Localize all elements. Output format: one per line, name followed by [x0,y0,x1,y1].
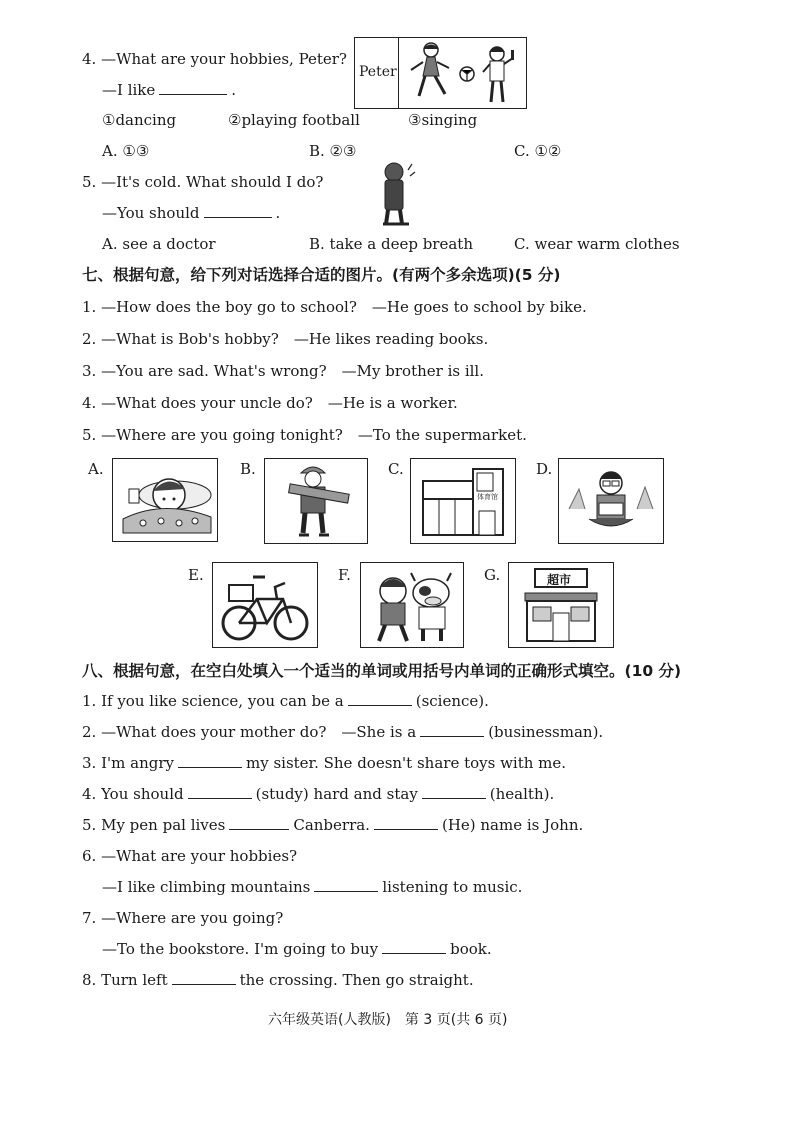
q7-item-3: 3. —You are sad. What's wrong? —My brother is ill. [82,362,484,380]
page-footer: 六年级英语(人教版) 第 3 页(共 6 页) [268,1012,508,1028]
q6-4-choice-c[interactable]: C. ①② [514,142,562,160]
answer-blank[interactable] [188,784,252,799]
q6-4-option-2: ②playing football [228,111,360,129]
picture-g[interactable] [508,562,614,648]
answer-blank[interactable] [420,722,484,737]
answer-blank[interactable] [229,815,289,830]
picture-label-b: B. [240,460,256,478]
q8-5: 5. My pen pal lives Canberra. (He) name is John. [82,816,584,834]
q8-2: 2. —What does your mother do? —She is a (businessman). [82,723,604,741]
q8-7-question: 7. —Where are you going? [82,909,284,927]
section-8-heading: 八、根据句意，在空白处填入一个适当的单词或用括号内单词的正确形式填空。(10 分) [82,662,682,680]
q6-5-choice-c[interactable]: C. wear warm clothes [514,235,680,253]
answer-blank[interactable] [374,815,438,830]
q8-1: 1. If you like science, you can be a (science). [82,692,489,710]
answer-blank[interactable] [178,753,242,768]
bike-icon [213,563,317,647]
q8-4: 4. You should (study) hard and stay (health). [82,785,555,803]
answer-blank[interactable] [159,80,227,95]
q6-4-option-3: ③singing [408,111,478,129]
peter-label: Peter [359,64,397,80]
q7-item-4: 4. —What does your uncle do? —He is a worker. [82,394,458,412]
boy-reading-icon [559,459,663,543]
peter-hobbies-picture [354,37,527,109]
picture-a[interactable] [112,458,218,542]
answer-blank[interactable] [348,691,412,706]
q7-item-5: 5. —Where are you going tonight? —To the supermarket. [82,426,527,444]
picture-label-e: E. [188,566,204,584]
q8-6-question: 6. —What are your hobbies? [82,847,298,865]
picture-label-a: A. [88,460,104,478]
q7-item-2: 2. —What is Bob's hobby? —He likes reading books. [82,330,489,348]
answer-blank[interactable] [204,203,272,218]
picture-label-c: C. [388,460,404,478]
gym-building-icon [411,459,515,543]
q6-5-choice-b[interactable]: B. take a deep breath [309,235,473,253]
q6-4-option-1: ①dancing [102,111,177,129]
q8-7-answer: —To the bookstore. I'm going to buy book. [102,940,492,958]
picture-f[interactable] [360,562,464,648]
section-7-heading: 七、根据句意，给下列对话选择合适的图片。(有两个多余选项)(5 分) [82,266,561,284]
answer-blank[interactable] [382,939,446,954]
q6-4-answer: —I like . [102,81,237,99]
q6-4-question: 4. —What are your hobbies, Peter? [82,50,347,68]
q7-item-1: 1. —How does the boy go to school? —He goes to school by bike. [82,298,587,316]
sick-boy-in-bed-icon [113,459,217,541]
boy-and-cow-icon [361,563,463,647]
picture-c[interactable] [410,458,516,544]
q6-5-answer: —You should . [102,204,281,222]
supermarket-sign: 超市 [547,573,572,587]
q8-6-answer: —I like climbing mountains listening to music. [102,878,523,896]
picture-e[interactable] [212,562,318,648]
answer-blank[interactable] [172,970,236,985]
gym-sign: 体育馆 [477,493,498,501]
q8-8: 8. Turn left the crossing. Then go straight. [82,971,474,989]
worker-icon [265,459,367,543]
picture-b[interactable] [264,458,368,544]
q6-5-choice-a[interactable]: A. see a doctor [102,235,216,253]
picture-d[interactable] [558,458,664,544]
picture-label-f: F. [338,566,351,584]
picture-label-d: D. [536,460,553,478]
picture-label-g: G. [484,566,501,584]
cold-girl-icon [376,160,416,232]
q6-5-question: 5. —It's cold. What should I do? [82,173,324,191]
q8-3: 3. I'm angry my sister. She doesn't share toys with me. [82,754,567,772]
kids-playing-football-icon [401,40,521,106]
answer-blank[interactable] [422,784,486,799]
q6-4-choice-b[interactable]: B. ②③ [309,142,357,160]
answer-blank[interactable] [314,877,378,892]
q6-4-choice-a[interactable]: A. ①③ [102,142,150,160]
